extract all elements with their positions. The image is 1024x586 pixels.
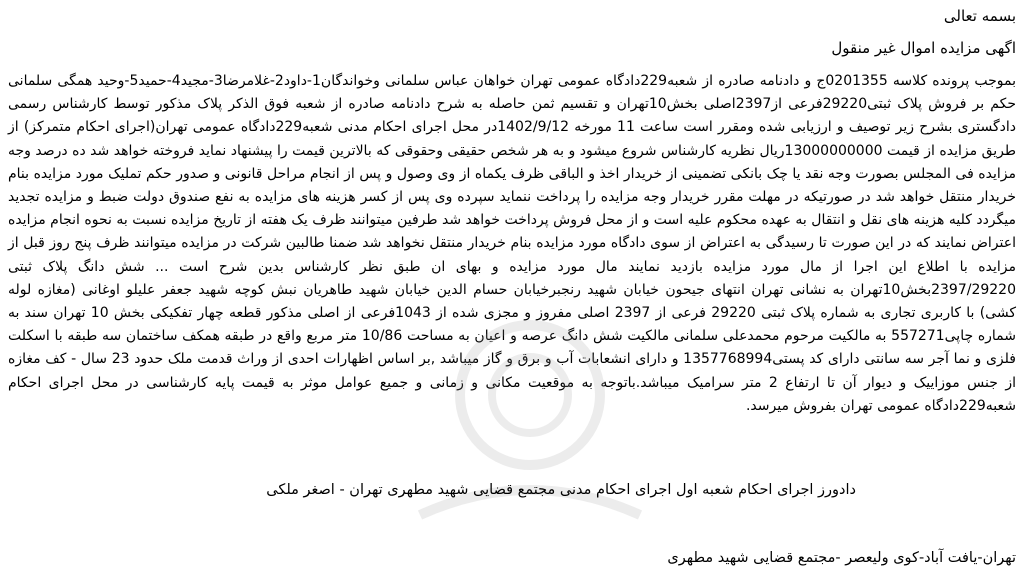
signature-line: دادورز اجرای احکام شعبه اول اجرای احکام مدنی مجتمع قضایی شهید مطهری تهران - اصغر ملکی [266, 482, 856, 498]
bismillah-heading: بسمه تعالی [943, 7, 1016, 25]
notice-title: اگهی مزایده اموال غیر منقول [831, 39, 1016, 57]
address-footer: تهران-یافت آباد-کوی ولیعصر -مجتمع قضایی شهید مطهری [667, 550, 1016, 566]
notice-body-text: بموجب پرونده کلاسه 0201355ج و دادنامه صادره از شعبه229دادگاه عمومی تهران خواهان عباس سلمانی وخواندگان1-داود2-غلامرضا3-مجید4-حمید5-وحید همگی سلمانی حکم بر فروش پلاک ثبتی29220فرعی از2397اصلی بخش10تهران و تقسیم ثمن حاصله به شرح دادنامه صادره از شعبه فوق الذکر پلاک مذکور توسط کارشناس رسمی دادگستری بشرح زیر توصیف و ارزیابی شده ومقرر است ساعت 11 مورخه 1402/9/12در محل اجرای احکام مدنی شعبه229دادگاه عمومی تهران(اجرای احکام متمرکز) از طریق مزایده از قیمت 13000000000ریال نظریه کارشناس شروع میشود و به هر شخص حقیقی وحقوقی که بالاترین قیمت را پیشنهاد نماید فروخته خواهد شد ده درصد وجه مزایده فی المجلس بصورت وجه نقد یا چک بانکی تضمینی از خریدار اخذ و الباقی ظرف یکماه از وی وصول و پس از انجام مراحل قانونی و صدور حکم تملیک مورد مزایده بنام خریدار منتقل خواهد شد در صورتیکه در مهلت مقرر خریدار وجه مزایده را پرداخت ننماید سپرده وی پس از کسر هزینه های مزایده به نفع صندوق دولت ضبط و مزایده تجدید میگردد کلیه هزینه های نقل و انتقال به عهده محکوم علیه است و از محل فروش پرداخت خواهد شد طرفین میتوانند ظرف یک هفته از تاریخ مزایده نسبت به نحوه انجام مزایده اعتراض نمایند که در این صورت تا رسیدگی به اعتراض از سوی دادگاه مورد مزایده بنام خریدار منتقل نخواهد شد ضمنا طالبین شرکت در مزایده میتوانند ظرف پنج روز قبل از مزایده با اطلاع این اجرا از مال مورد مزایده بازدید نمایند مال مورد مزایده و بهای ان طبق نظر کارشناس بدین شرح است ... شش دانگ پلاک ثبتی 2397/29220بخش10تهران به نشانی تهران انتهای جیحون خیابان شهید رنجبرخیابان حسام الدین خیابان شهید طاهریان نبش کوچه شهید جعفر علیلو اوغانی (مغازه لوله کشی) با کاربری تجاری به شماره پلاک ثبتی 29220 فرعی از 2397 اصلی مفروز و مجزی شده از 1043فرعی از اصلی مذکور قطعه چهار تفکیکی بخش 10 تهران سند به شماره چاپی557271 به مالکیت مرحوم محمدعلی سلمانی مالکیت شش دانگ عرصه و اعیان به مساحت 10/86 متر مربع واقع در طبقه همکف ساختمان سه طبقه با اسکلت فلزی و نما آجر سه سانتی دارای کد پستی1357768994 و دارای انشعابات آب و برق و گاز میباشد ,بر اساس اظهارات احدی از وراث قدمت ملک حدود 23 سال - کف مغازه از جنس موزاییک و دیوار آن تا ارتفاع 2 متر سرامیک میباشد.باتوجه به موقعیت مکانی و زمانی و جمیع عوامل موثر به قیمت پایه کارشناسی در محل اجرای احکام شعبه229دادگاه عمومی تهران بفروش میرسد. [8, 73, 1017, 414]
